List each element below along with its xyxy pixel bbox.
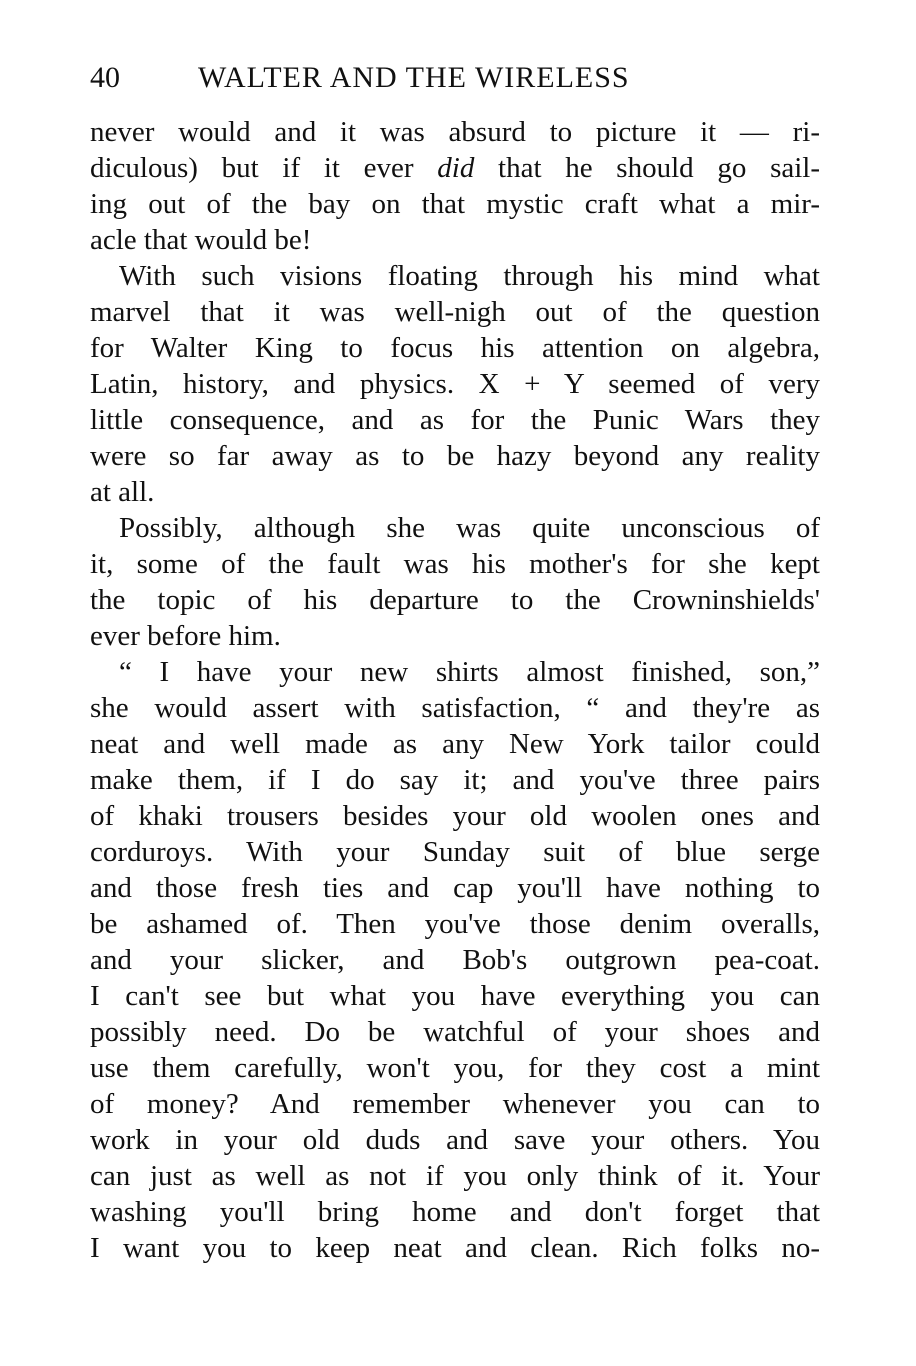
text-line: for Walter King to focus his attention on algebra, — [90, 332, 820, 364]
text-line: Latin, history, and physics. X + Y seemed of very — [90, 368, 820, 400]
running-head — [90, 58, 830, 98]
text-line: corduroys. With your Sunday suit of blue serge — [90, 836, 820, 868]
text-line: work in your old duds and save your others. You — [90, 1124, 820, 1156]
text-line: little consequence, and as for the Punic Wars they — [90, 404, 820, 436]
text-line: never would and it was absurd to picture it — ri- — [90, 116, 820, 148]
text-line: and your slicker, and Bob's outgrown pea-coat. — [90, 944, 820, 976]
text-line: of khaki trousers besides your old woolen ones and — [90, 800, 820, 832]
text-line: ever before him. — [90, 620, 281, 652]
text-line: use them carefully, won't you, for they cost a mint — [90, 1052, 820, 1084]
text-line: washing you'll bring home and don't forget that — [90, 1196, 820, 1228]
text-line: I want you to keep neat and clean. Rich folks no- — [90, 1232, 820, 1264]
text-line: I can't see but what you have everything you can — [90, 980, 820, 1012]
emphasis-did: did — [437, 152, 475, 184]
text-line: “ I have your new shirts almost finished, son,” — [119, 656, 820, 688]
text-line: make them, if I do say it; and you've three pairs — [90, 764, 820, 796]
text-line: ing out of the bay on that mystic craft what a mir- — [90, 188, 820, 220]
text-line: neat and well made as any New York tailor could — [90, 728, 820, 760]
text-line: acle that would be! — [90, 224, 312, 256]
page-number: 40 — [90, 61, 120, 94]
text-line: be ashamed of. Then you've those denim overalls, — [90, 908, 820, 940]
running-title: WALTER AND THE WIRELESS — [198, 61, 630, 94]
text-line: diculous) but if it ever did that he should go sail- — [90, 152, 820, 184]
text-line: can just as well as not if you only think of it. Your — [90, 1160, 820, 1192]
text-line: With such visions floating through his mind what — [119, 260, 820, 292]
text-line: of money? And remember whenever you can to — [90, 1088, 820, 1120]
text-line: marvel that it was well-nigh out of the question — [90, 296, 820, 328]
text-line: she would assert with satisfaction, “ and they're as — [90, 692, 820, 724]
text-line: at all. — [90, 476, 155, 508]
text-line: were so far away as to be hazy beyond any reality — [90, 440, 820, 472]
text-line: and those fresh ties and cap you'll have nothing to — [90, 872, 820, 904]
text-line: it, some of the fault was his mother's for she kept — [90, 548, 820, 580]
body-text — [90, 114, 820, 1266]
text-line: possibly need. Do be watchful of your shoes and — [90, 1016, 820, 1048]
text-line: Possibly, although she was quite unconscious of — [119, 512, 820, 544]
text-line: the topic of his departure to the Crowninshields' — [90, 584, 820, 616]
